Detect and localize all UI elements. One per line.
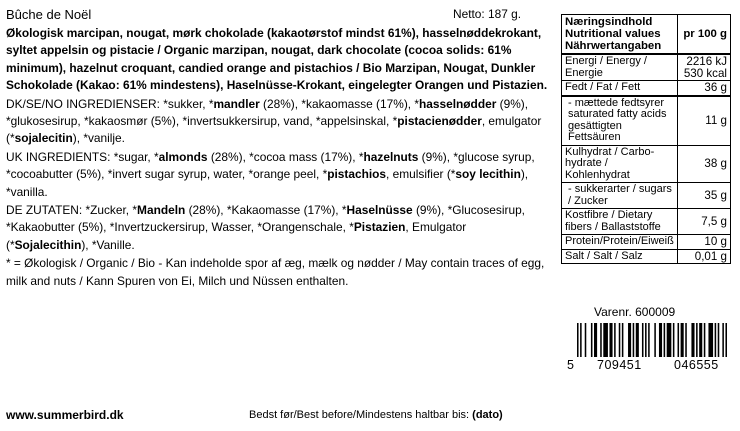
allergen: Haselnüsse	[346, 203, 413, 218]
barcode-digit-first: 5	[567, 358, 575, 372]
allergen: Sojalecithin	[14, 237, 82, 252]
header-line: Næringsindhold	[565, 16, 653, 28]
nutrition-row	[562, 183, 731, 209]
ingredients-text: , Emulgator (*	[6, 220, 467, 252]
nutrition-header-row	[562, 15, 731, 55]
nutrient-name: Kulhydrat / Carbo-hydrate / Kohlenhydrat	[562, 145, 678, 183]
nutrient-value: 10 g	[677, 235, 730, 250]
nutrition-table	[561, 14, 731, 264]
nutrition-header	[562, 15, 678, 55]
nutrient-name: Salt / Salt / Salz	[562, 249, 678, 264]
nutrient-value: 7,5 g	[677, 209, 730, 235]
ingredients-text: DE ZUTATEN: *Zucker, *	[6, 203, 138, 218]
nutrient-value: 38 g	[677, 145, 730, 183]
ingredients-text: UK INGREDIENTS: *sugar, *	[6, 149, 159, 164]
allergen: hazelnuts	[363, 149, 419, 164]
nutrition-row	[562, 209, 731, 235]
ingredients-text: (28%), *kakaomasse (17%), *	[259, 96, 420, 111]
nutrient-value: 35 g	[677, 183, 730, 209]
product-description: Økologisk marcipan, nougat, mørk chokolade (kakaotørstof mindst 61%), hasselnøddekrokant, syltet appelsin og pistacie / Organic marzipan, nougat, dark chocolate (cocoa solids: 61% minimum), hazelnut croquant, candied orange and pistachios / Bio Marzipan, Nougat, Dunkler Schokolade (Kakao: 61% mindestens), Haselnüsse-Krokant, eingelegter Orangen und Pistazien.	[6, 26, 548, 93]
nutrition-row	[562, 96, 731, 146]
nutrient-value: 0,01 g	[677, 249, 730, 264]
nutrient-value: 11 g	[677, 96, 730, 146]
best-before-label: Bedst før/Best before/Mindestens haltbar bis:	[249, 409, 473, 421]
barcode-digits-left: 709451	[597, 358, 642, 372]
best-before-value: (dato)	[472, 409, 503, 421]
ingredients-uk	[6, 149, 551, 201]
allergen: mandler	[213, 96, 260, 111]
ingredients-text: (28%), *cocoa mass (17%), *	[207, 149, 364, 164]
nutrient-name: - mættede fedtsyrer saturated fatty acids gesättigten Fettsäuren	[562, 96, 678, 146]
ingredients-dk	[6, 96, 551, 148]
allergen: pistacienødder	[397, 114, 482, 129]
website: www.summerbird.dk	[6, 408, 124, 422]
ingredients-text: ), *Vanille.	[81, 237, 135, 252]
item-number: Varenr. 600009	[594, 305, 676, 319]
header-line: Nutritional values	[565, 28, 661, 40]
nutrition-row	[562, 54, 731, 81]
ingredients-text: (9%), *glukosesirup, *kakaosmør (5%), *invertsukkersirup, vand, *appelsinskal, *	[6, 96, 529, 129]
barcode-icon	[567, 323, 733, 357]
nutrition-per	[677, 15, 730, 55]
nutrition-row	[562, 249, 731, 264]
title-row	[6, 6, 551, 23]
allergen: soy lecithin	[455, 167, 521, 182]
nutrition-row	[562, 145, 731, 183]
allergy-note: * = Økologisk / Organic / Bio - Kan indeholde spor af æg, mælk og nødder / May contain traces of egg, milk and nuts / Kann Spuren von Ei, Milch und Nüssen enthalten.	[6, 256, 545, 288]
allergen: almonds	[158, 149, 208, 164]
ingredients-text: ), *vanilla.	[6, 167, 529, 199]
allergen: sojalecitin	[14, 131, 73, 146]
product-title: Bûche de Noël	[6, 7, 92, 22]
ingredients-text: DK/SE/NO INGREDIENSER: *sukker, *	[6, 96, 214, 111]
nutrition-row	[562, 81, 731, 96]
allergen: Mandeln	[137, 203, 186, 218]
ingredients-text: (28%), *Kakaomasse (17%), *	[185, 203, 347, 218]
nutrient-value: 36 g	[677, 81, 730, 96]
net-weight: Netto: 187 g.	[453, 7, 522, 21]
nutrient-value: 2216 kJ 530 kcal	[677, 54, 730, 81]
barcode-digits-right: 046555	[674, 358, 719, 372]
nutrient-name: Protein/Protein/Eiweiß	[562, 235, 678, 250]
per-label: pr 100 g	[683, 28, 727, 40]
ingredients-text: ), *vanilje.	[72, 131, 125, 146]
allergen: Pistazien	[353, 220, 406, 235]
nutrient-name: Energi / Energy / Energie	[562, 54, 678, 81]
ingredients-de	[6, 202, 551, 254]
ingredients-text: (9%), *Glucosesirup, *Kakaobutter (5%), *Invertzuckersirup, Wasser, *Orangenschale, *	[6, 203, 525, 235]
nutrient-name: - sukkerarter / sugars / Zucker	[562, 183, 678, 209]
nutrition-row	[562, 235, 731, 250]
allergen: pistachios	[327, 167, 387, 182]
label-text-block	[6, 6, 551, 290]
ingredients-text: , emulsifier (*	[386, 167, 456, 182]
allergen: hasselnødder	[419, 96, 497, 111]
ingredients-text: , emulgator (*	[6, 114, 542, 146]
ingredients-text: (9%), *glucose syrup, *cocoabutter (5%), *invert sugar syrup, water, *orange peel, *	[6, 149, 535, 182]
best-before	[249, 409, 503, 421]
header-line: Nährwertangaben	[565, 40, 662, 52]
nutrient-name: Fedt / Fat / Fett	[562, 81, 678, 96]
nutrient-name: Kostfibre / Dietary fibers / Ballaststoffe	[562, 209, 678, 235]
